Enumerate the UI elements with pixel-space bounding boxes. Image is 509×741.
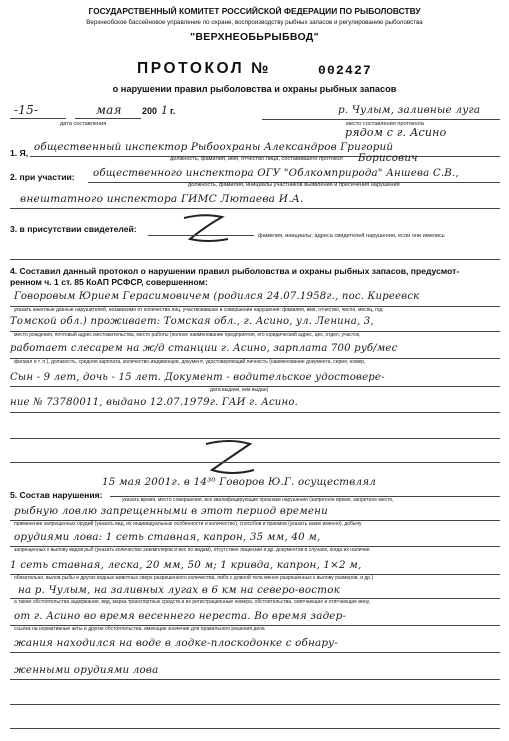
date-month: мая <box>96 103 122 117</box>
date-day: -15- <box>14 103 39 117</box>
date-caption: дата составления <box>60 121 107 127</box>
section-2-label: 2. при участии: <box>10 172 75 182</box>
offender-caption-3: филиал и т. п.), должность, средняя зарплата, количество иждивенцев, документ, удостоверяющий личность (наименование документа, серия, номер, <box>14 359 366 365</box>
offender-line-1: Говоровым Юрием Герасимовичем (родился 24.07.1958г., пос. Киреевск <box>14 291 420 302</box>
violation-caption-4: обязательно, вылов рыбы и других водных животных сверх разрешенного количества, либо с длиной тела менее разрешенных к вылову размеров, и др.) <box>14 575 374 581</box>
offender-caption-2: место рождения, почтовый адрес местожительства, место работы (полное наименование предприятия, его юридический адрес, цех, отдел, участок, <box>14 332 361 338</box>
violation-caption-6: ссылка на нормативные акты и другие обстоятельства, имеющие значение для правильного решения дела <box>14 626 265 632</box>
z-strike-mark <box>176 212 236 246</box>
department-name: Верхнеобское бассейновое управление по охране, воспроизводству рыбных запасов и регулированию рыболовства <box>86 19 423 26</box>
inspector-name: общественный инспектор Рыбоохраны Александров Григорий <box>34 141 394 153</box>
offender-line-4: Сын - 9 лет, дочь - 15 лет. Документ - водительское удостовере- <box>10 372 385 383</box>
place-caption: место составления протокола <box>346 121 424 127</box>
offender-caption-4: дата выдачи, кем выдан) <box>210 387 269 393</box>
place-line-2: рядом с г. Асино <box>345 126 447 139</box>
protocol-number: 002427 <box>318 63 373 78</box>
protocol-subtitle: о нарушении правил рыболовства и охраны рыбных запасов <box>112 84 397 94</box>
date-year-prefix: 200 <box>142 106 158 116</box>
committee-title: ГОСУДАРСТВЕННЫЙ КОМИТЕТ РОССИЙСКОЙ ФЕДЕРАЦИИ ПО РЫБОЛОВСТВУ <box>88 6 421 16</box>
violation-line-2: рыбную ловлю запрещенными в этот период времени <box>14 505 328 517</box>
violation-line-6: от г. Асино во время весеннего нереста. Во время задер- <box>14 610 347 622</box>
inspector-name-cont: Борисович <box>358 152 418 164</box>
section-4-text-2: ренном ч. 1 ст. 85 КоАП РСФСР, совершенном: <box>10 277 208 287</box>
offender-line-3: работает слесарем на ж/д станции г. Асино, зарплата 700 руб/мес <box>10 343 398 354</box>
violation-line-7: жания находился на воде в лодке-плоскодонке с обнару- <box>14 637 339 649</box>
violation-caption-3: запрещенных к вылову видов рыб (указать количество экземпляров и вес по видам), отсутствие лицензии и др. документов в случаях, когда их наличие <box>14 547 370 553</box>
section-1-caption: должность, фамилия, имя, отчество лица, составившего протокол <box>170 156 343 162</box>
violation-line-3: орудиями лова: 1 сеть ставная, капрон, 35 мм, 40 м, <box>14 531 321 543</box>
section-1-label: 1. Я, <box>10 148 29 158</box>
participants: общественного инспектора ОГУ "Облкомприрода" Аншева С.В., <box>93 168 459 179</box>
section-4-text-1: 4. Составил данный протокол о нарушении правил рыболовства и охраны рыбных запасов, предусмот- <box>10 266 460 276</box>
participants-cont: внештатного инспектора ГИМС Лютаева И.А. <box>20 193 304 205</box>
z-strike-mark <box>196 436 262 480</box>
section-2-caption: должность, фамилия, инициалы участников выявления и пресечения нарушения <box>188 182 400 188</box>
violation-caption-1: указать время, место совершения, все квалифицирующие признаки нарушения (запретное время, запретное место, <box>122 497 394 503</box>
date-year: 1 <box>161 104 169 117</box>
violation-line-8: женными орудиями лова <box>14 664 159 676</box>
violation-line-1: 15 мая 2001г. в 14³⁰ Говоров Ю.Г. осуществлял <box>102 476 376 488</box>
offender-caption-1: указать анкетные данные нарушителей, независимо от количества лиц, участвовавших в совершении нарушения: фамилия, имя, отчество, число, месяц, год <box>14 307 383 313</box>
date-year-suffix: г. <box>170 106 176 116</box>
section-3-caption: фамилия, инициалы; адреса свидетелей нарушения, если они имелись <box>258 233 445 239</box>
offender-line-2: Томской обл.) проживает: Томская обл., г. Асино, ул. Ленина, 3, <box>10 316 374 327</box>
section-3-label: 3. в присутствии свидетелей: <box>10 224 137 234</box>
protocol-title: ПРОТОКОЛ № <box>137 60 272 77</box>
offender-line-5: ние № 73780011, выдано 12.07.1979г. ГАИ г. Асино. <box>10 397 299 408</box>
org-name: "ВЕРХНЕОБЬРЫБВОД" <box>190 31 319 43</box>
violation-caption-5: а также обстоятельства задержания, вид, марка транспортных средств и их регистрационные номера, обстоятельства, смягчающие и отягчающие вину, <box>14 599 370 605</box>
violation-caption-2: применение запрещенных орудий (указать вид, их индивидуальные особенности и количество), способов и приемов (указать каких именно), добычу <box>14 521 362 527</box>
section-5-label: 5. Состав нарушения: <box>10 490 103 500</box>
place-line-1: р. Чулым, заливные луга <box>338 104 481 116</box>
violation-line-5: на р. Чулым, на заливных лугах в 6 км на северо-восток <box>18 584 340 596</box>
violation-line-4: 1 сеть ставная, леска, 20 мм, 50 м; 1 кривда, капрон, 1×2 м, <box>10 559 362 571</box>
